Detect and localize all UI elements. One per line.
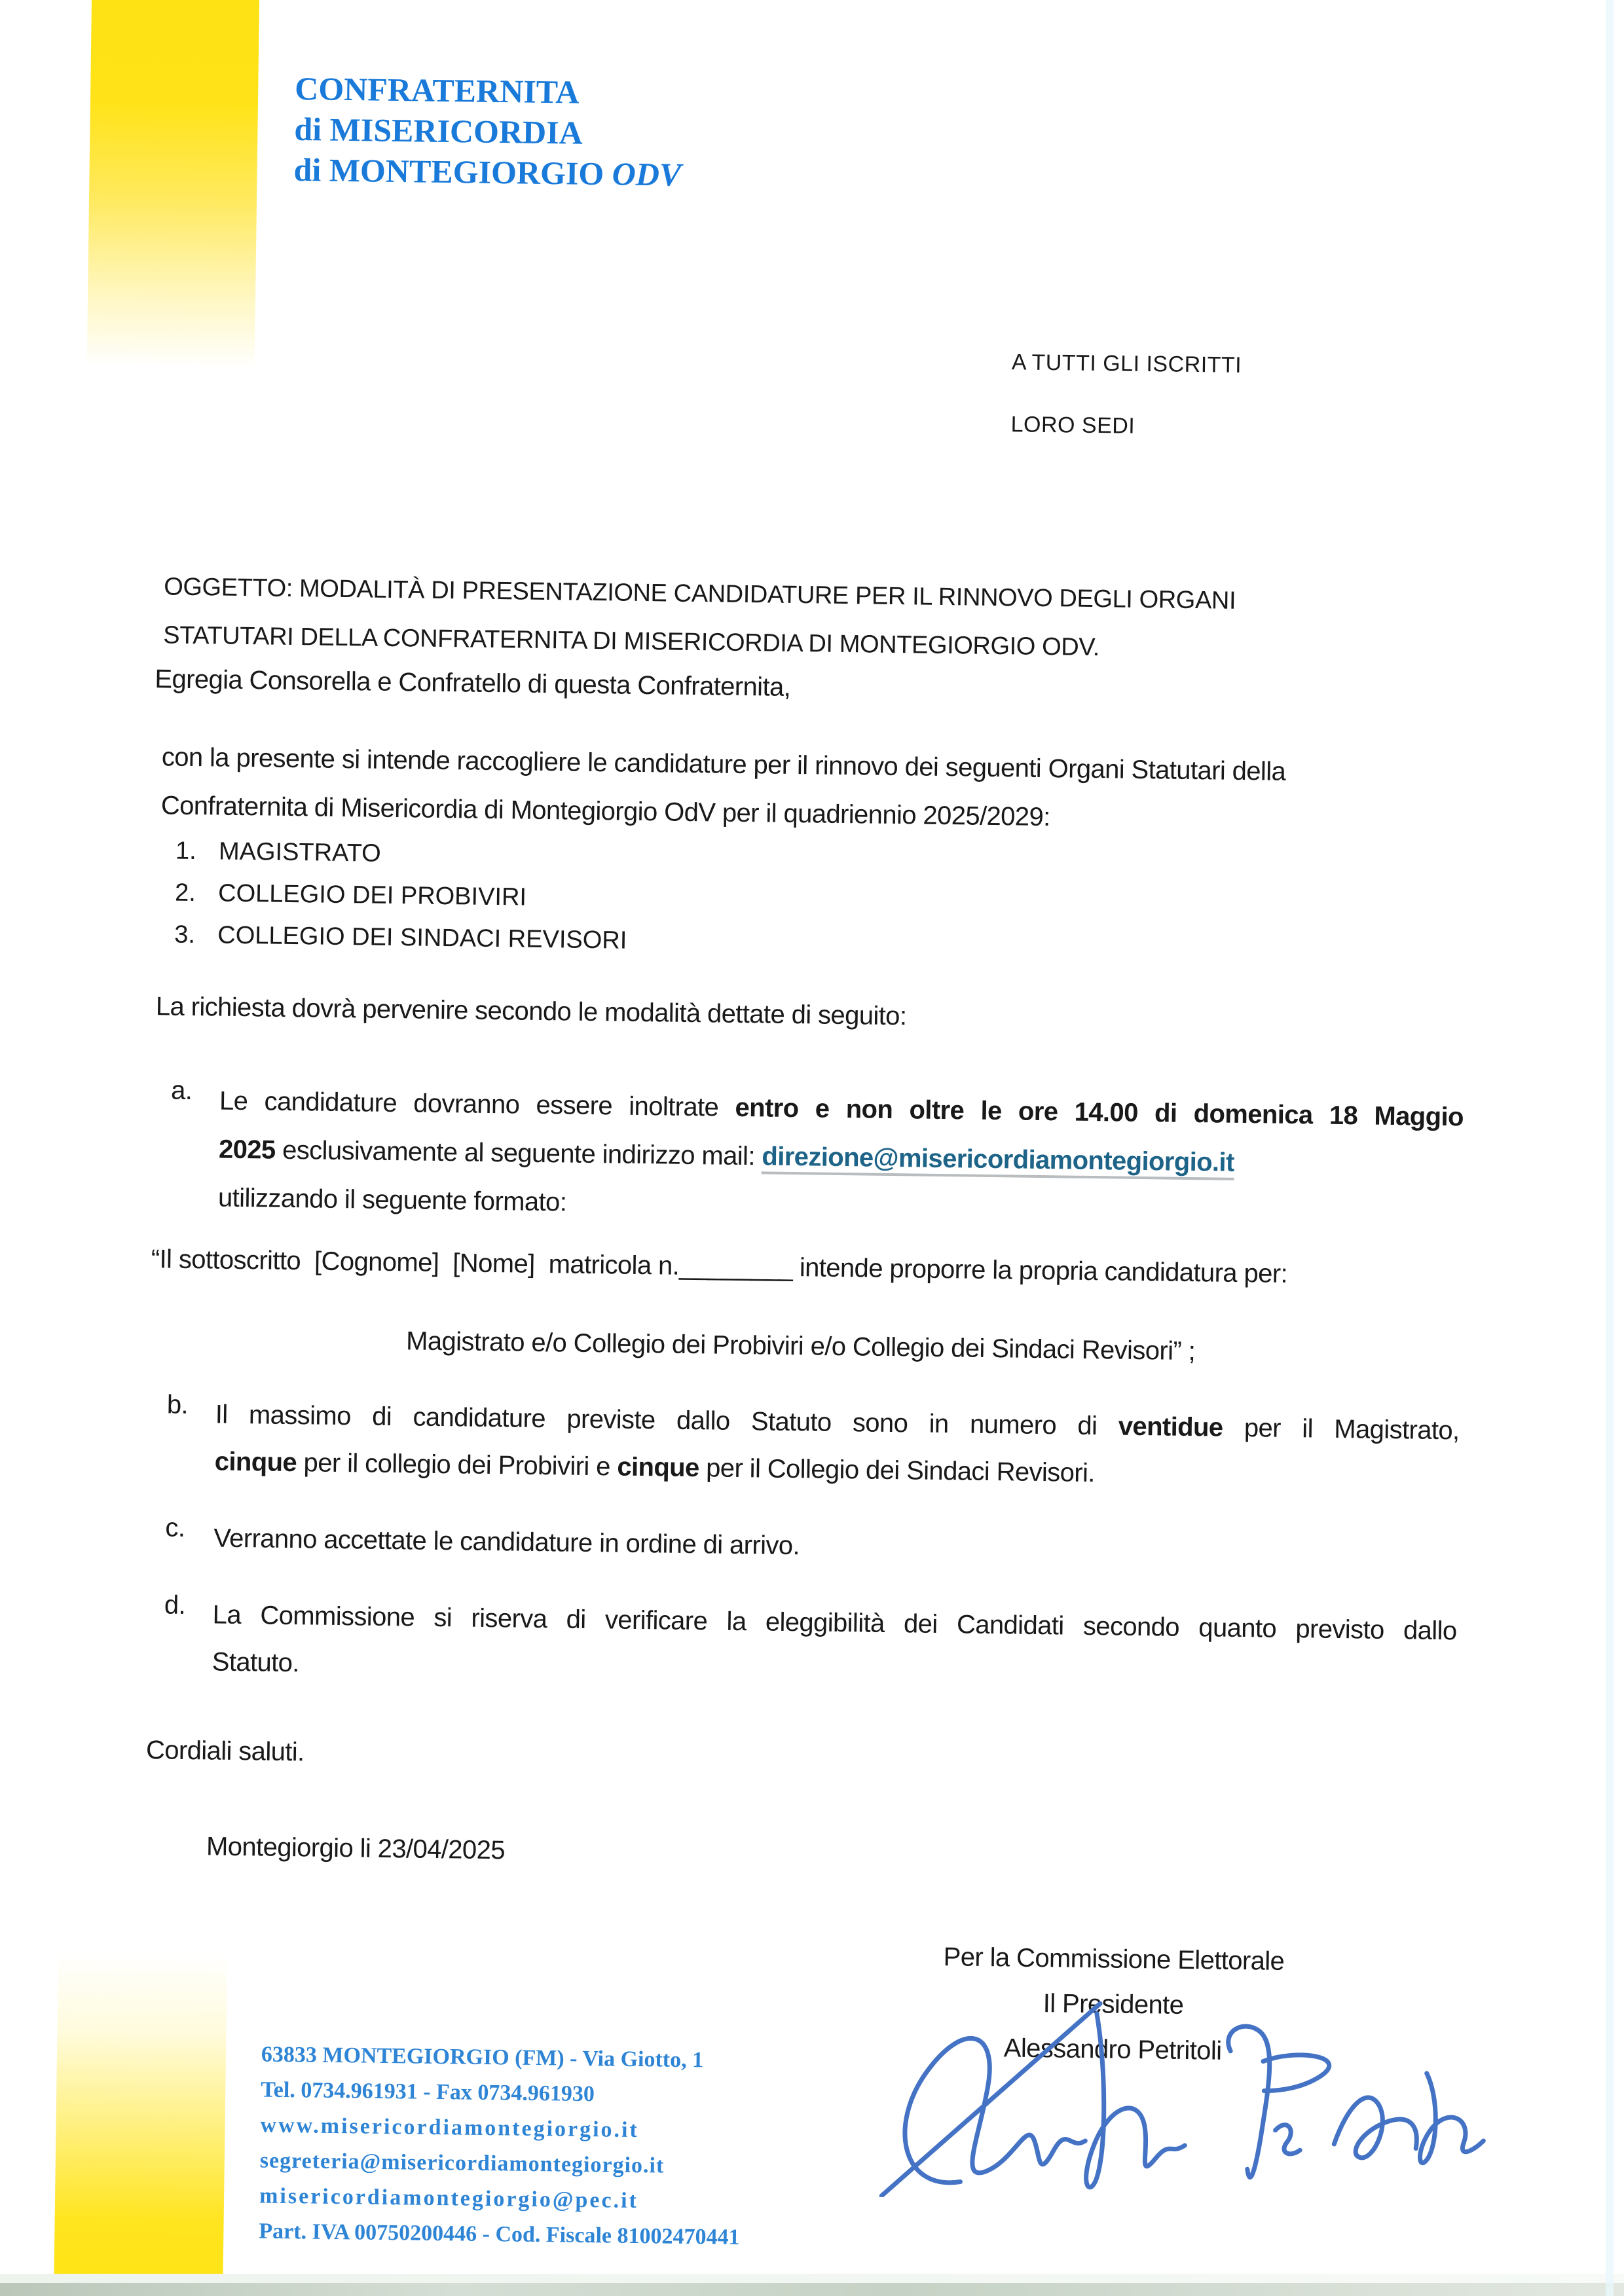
footer-phone: Tel. 0734.961931 - Fax 0734.961930 bbox=[260, 2077, 595, 2107]
org-name-line2: di MISERICORDIA bbox=[294, 110, 583, 151]
item-d-letter: d. bbox=[164, 1590, 186, 1620]
scan-artifact-line bbox=[0, 2274, 1624, 2283]
scan-artifact-line bbox=[1606, 0, 1614, 2296]
email-link[interactable]: direzione@misericordiamontegiorgio.it bbox=[762, 1142, 1234, 1180]
footer-address: 63833 MONTEGIORGIO (FM) - Via Giotto, 1 bbox=[261, 2042, 704, 2073]
footer-pec: misericordiamontegiorgio@pec.it bbox=[259, 2183, 639, 2214]
dateline: Montegiorgio li 23/04/2025 bbox=[206, 1832, 506, 1865]
footer-contact bbox=[259, 2037, 742, 2256]
item-a: Le candidature dovranno essere inoltrate entro e non oltre le ore 14.00 di domenica 18 Maggio 2025 esclusivamente al seguente indirizzo mail: direzione@misericordiamontegiorgio.it utilizzando il seguente formato: bbox=[217, 1086, 1464, 1217]
footer-vat: Part. IVA 00750200446 - Cod. Fiscale 81002470441 bbox=[259, 2219, 740, 2250]
list-item: 3. COLLEGIO DEI SINDACI REVISORI bbox=[174, 920, 627, 955]
letterhead-ribbon-top bbox=[87, 0, 260, 369]
signatory-name: Alessandro Petritoli bbox=[1003, 2033, 1222, 2066]
signature-role-line1: Per la Commissione Elettorale bbox=[943, 1942, 1285, 1976]
org-name bbox=[293, 68, 682, 195]
modalities-intro: La richiesta dovrà pervenire secondo le modalità dettate di seguito: bbox=[155, 992, 907, 1031]
subject-line: OGGETTO: MODALITÀ DI PRESENTAZIONE CANDIDATURE PER IL RINNOVO DEGLI ORGANI STATUTARI DELLA CONFRATERNITA DI MISERICORDIA DI MONTEGIORGIO ODV. bbox=[163, 573, 1236, 662]
closing: Cordiali saluti. bbox=[145, 1736, 304, 1767]
letterhead-ribbon-bottom bbox=[54, 1950, 227, 2287]
footer-email: segreteria@misericordiamontegiorgio.it bbox=[259, 2148, 665, 2178]
recipient-block bbox=[1010, 331, 1242, 459]
list-item: 2. COLLEGIO DEI PROBIVIRI bbox=[174, 879, 527, 911]
item-b-letter: b. bbox=[166, 1390, 189, 1419]
scan-artifact-line bbox=[0, 2283, 1624, 2296]
item-c-letter: c. bbox=[165, 1513, 185, 1542]
signature-image bbox=[862, 1988, 1493, 2206]
salutation: Egregia Consorella e Confratello di questa Confraternita, bbox=[155, 665, 791, 702]
item-d: La Commissione si riserva di verificare la eleggibilità dei Candidati secondo quanto previsto dallo Statuto. bbox=[212, 1600, 1457, 1678]
org-name-line3: di MONTEGIORGIO ODV bbox=[293, 151, 682, 193]
quote-roles-line: Magistrato e/o Collegio dei Probiviri e/o Collegio dei Sindaci Revisori” ; bbox=[405, 1326, 1196, 1366]
intro-paragraph: con la presente si intende raccogliere le candidature per il rinnovo dei seguenti Organi Statutari della Confraternita di Misericordia di Montegiorgio OdV per il quadriennio 2025/2029: bbox=[160, 742, 1286, 832]
list-item: 1. MAGISTRATO bbox=[175, 837, 381, 867]
footer-website: www.misericordiamontegiorgio.it bbox=[260, 2113, 640, 2143]
item-c: Verranno accettate le candidature in ordine di arrivo. bbox=[213, 1523, 800, 1561]
recipient-line2: LORO SEDI bbox=[1010, 412, 1135, 439]
org-name-odv: ODV bbox=[612, 155, 682, 193]
item-b: Il massimo di candidature previste dallo Statuto sono in numero di ventidue per il Magistrato, cinque per il collegio dei Probiviri e cinque per il Collegio dei Sindaci Revisori. bbox=[214, 1400, 1460, 1488]
signature-role-line2: Il Presidente bbox=[1043, 1989, 1184, 2020]
org-name-line1: CONFRATERNITA bbox=[294, 69, 580, 111]
recipient-line1: A TUTTI GLI ISCRITTI bbox=[1011, 350, 1242, 378]
organ-list bbox=[174, 830, 629, 962]
item-a-letter: a. bbox=[170, 1076, 193, 1106]
candidature-quote: “Il sottoscritto [Cognome] [Nome] matricola n.________ intende proporre la propria candidatura per: bbox=[151, 1245, 1288, 1288]
